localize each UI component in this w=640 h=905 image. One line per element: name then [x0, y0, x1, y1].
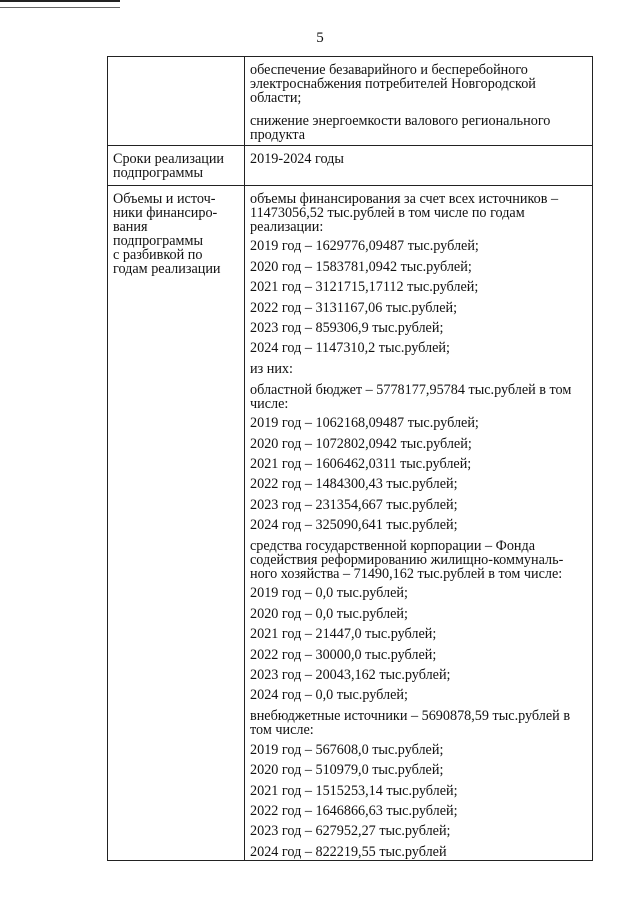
- label-line: с разбивкой по: [113, 247, 203, 263]
- goal-text: обеспечение безаварийного и бесперебойного электроснабжения потребителей Новгородской области;: [250, 62, 536, 106]
- row-content-goals: [245, 57, 593, 146]
- row-label-funding: [108, 186, 245, 861]
- funding-of-them: из них:: [250, 360, 293, 377]
- row-label-empty: [108, 57, 245, 146]
- funding-year-line: 2022 год – 30000,0 тыс.рублей;: [250, 646, 437, 663]
- funding-year-line: 2019 год – 1062168,09487 тыс.рублей;: [250, 415, 479, 432]
- funding-year-line: 2024 год – 325090,641 тыс.рублей;: [250, 517, 458, 534]
- row-content-funding: [245, 186, 593, 861]
- funding-year-line: 2022 год – 3131167,06 тыс.рублей;: [250, 299, 458, 316]
- funding-year-line: 2023 год – 627952,27 тыс.рублей;: [250, 823, 451, 840]
- funding-year-line: 2024 год – 822219,55 тыс.рублей: [250, 843, 447, 860]
- funding-year-line: 2022 год – 1484300,43 тыс.рублей;: [250, 476, 458, 493]
- label-line: годам реализации: [113, 261, 221, 277]
- funding-fund-intro: средства государственной корпорации – Фонда содействия реформированию жилищно-коммуналь-ного хозяйства – 71490,162 тыс.рублей в том числе:: [250, 538, 564, 583]
- row-content-period: 2019-2024 годы: [245, 146, 593, 186]
- funding-year-line: 2020 год – 510979,0 тыс.рублей;: [250, 762, 444, 779]
- page-number: 5: [316, 30, 324, 46]
- funding-year-line: 2020 год – 1583781,0942 тыс.рублей;: [250, 258, 472, 275]
- funding-year-line: 2023 год – 20043,162 тыс.рублей;: [250, 667, 451, 684]
- funding-year-line: 2024 год – 1147310,2 тыс.рублей;: [250, 340, 450, 357]
- funding-year-line: 2021 год – 1606462,0311 тыс.рублей;: [250, 455, 472, 472]
- scan-corner-mark: [0, 0, 120, 8]
- funding-year-line: 2021 год – 1515253,14 тыс.рублей;: [250, 782, 458, 799]
- funding-year-line: 2019 год – 0,0 тыс.рублей;: [250, 585, 408, 602]
- label-line: Объемы и источ-: [113, 191, 216, 207]
- funding-year-line: 2022 год – 1646866,63 тыс.рублей;: [250, 802, 458, 819]
- label-line: вания подпрограммы: [113, 219, 203, 249]
- goal-text: снижение энергоемкости валового регионального продукта: [250, 113, 551, 143]
- funding-regional-intro: областной бюджет – 5778177,95784 тыс.рублей в том числе:: [250, 381, 572, 412]
- funding-year-line: 2024 год – 0,0 тыс.рублей;: [250, 687, 408, 704]
- funding-total-intro: объемы финансирования за счет всех источников – 11473056,52 тыс.рублей в том числе по годам реализации:: [250, 191, 559, 235]
- label-line: ники финансиро-: [113, 205, 218, 221]
- funding-extra-intro: внебюджетные источники – 5690878,59 тыс.рублей в том числе:: [250, 708, 571, 739]
- funding-year-line: 2019 год – 1629776,09487 тыс.рублей;: [250, 238, 479, 255]
- funding-year-line: 2019 год – 567608,0 тыс.рублей;: [250, 741, 444, 758]
- table-row: [108, 186, 593, 861]
- table-row: [108, 146, 593, 186]
- funding-year-line: 2021 год – 21447,0 тыс.рублей;: [250, 626, 437, 643]
- subprogram-passport-table: [107, 56, 593, 861]
- row-label-period: Сроки реализации подпрограммы: [108, 146, 245, 186]
- funding-year-line: 2020 год – 1072802,0942 тыс.рублей;: [250, 435, 472, 452]
- funding-year-line: 2020 год – 0,0 тыс.рублей;: [250, 605, 408, 622]
- funding-year-line: 2021 год – 3121715,17112 тыс.рублей;: [250, 279, 479, 296]
- funding-year-line: 2023 год – 231354,667 тыс.рублей;: [250, 496, 458, 513]
- funding-year-line: 2023 год – 859306,9 тыс.рублей;: [250, 319, 444, 336]
- table-row: [108, 57, 593, 146]
